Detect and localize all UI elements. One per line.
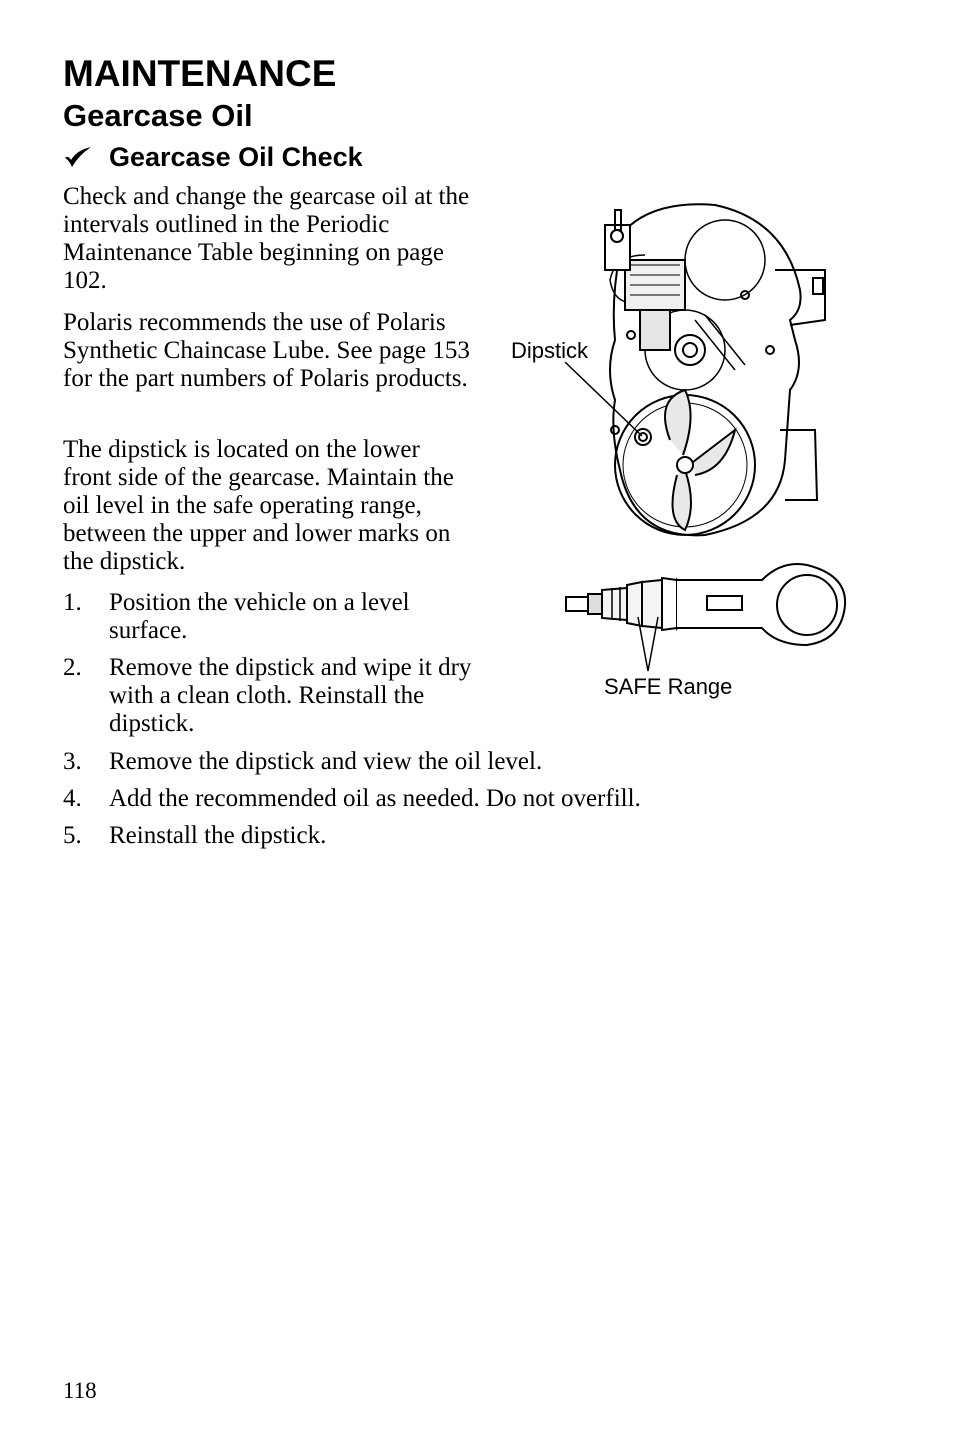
page-number: 118 xyxy=(63,1378,97,1403)
step-text: Position the vehicle on a level surface. xyxy=(109,589,410,644)
paragraph-lube: Polaris recommends the use of Polaris Synthetic Chaincase Lube. See page 153 for the part numbers of Polaris products. xyxy=(63,309,470,392)
list-item xyxy=(63,748,763,776)
page-title: Gearcase Oil xyxy=(63,98,253,133)
step-number: 3. xyxy=(63,748,82,775)
safe-range-label: SAFE Range xyxy=(604,674,733,699)
step-number: 5. xyxy=(63,822,82,849)
dipstick-leader-line xyxy=(560,360,650,440)
paragraph-intervals: Check and change the gearcase oil at the intervals outlined in the Periodic Maintenance Table beginning on page 102. xyxy=(63,183,470,294)
step-text: Reinstall the dipstick. xyxy=(109,822,327,849)
step-number: 1. xyxy=(63,589,82,616)
list-item xyxy=(63,822,763,850)
step-text: Add the recommended oil as needed. Do not overfill. xyxy=(109,785,641,812)
subsection-title xyxy=(63,140,363,174)
safe-range-leader-lines xyxy=(630,615,670,675)
checkmark-icon xyxy=(63,146,93,168)
paragraph-dipstick-location: The dipstick is located on the lower front side of the gearcase. Maintain the oil level in the safe operating range, between the upper and lower marks on the dipstick. xyxy=(63,436,454,575)
step-number: 2. xyxy=(63,654,82,681)
dipstick-label: Dipstick xyxy=(511,338,589,363)
section-title: MAINTENANCE xyxy=(63,53,337,94)
step-number: 4. xyxy=(63,785,82,812)
list-item xyxy=(63,654,483,738)
list-item xyxy=(63,589,483,645)
list-item xyxy=(63,785,763,813)
subsection-title-text: Gearcase Oil Check xyxy=(109,142,363,172)
step-text: Remove the dipstick and wipe it dry with a clean cloth. Reinstall the dipstick. xyxy=(109,654,472,737)
step-text: Remove the dipstick and view the oil level. xyxy=(109,748,543,775)
dipstick-illustration xyxy=(562,560,852,670)
